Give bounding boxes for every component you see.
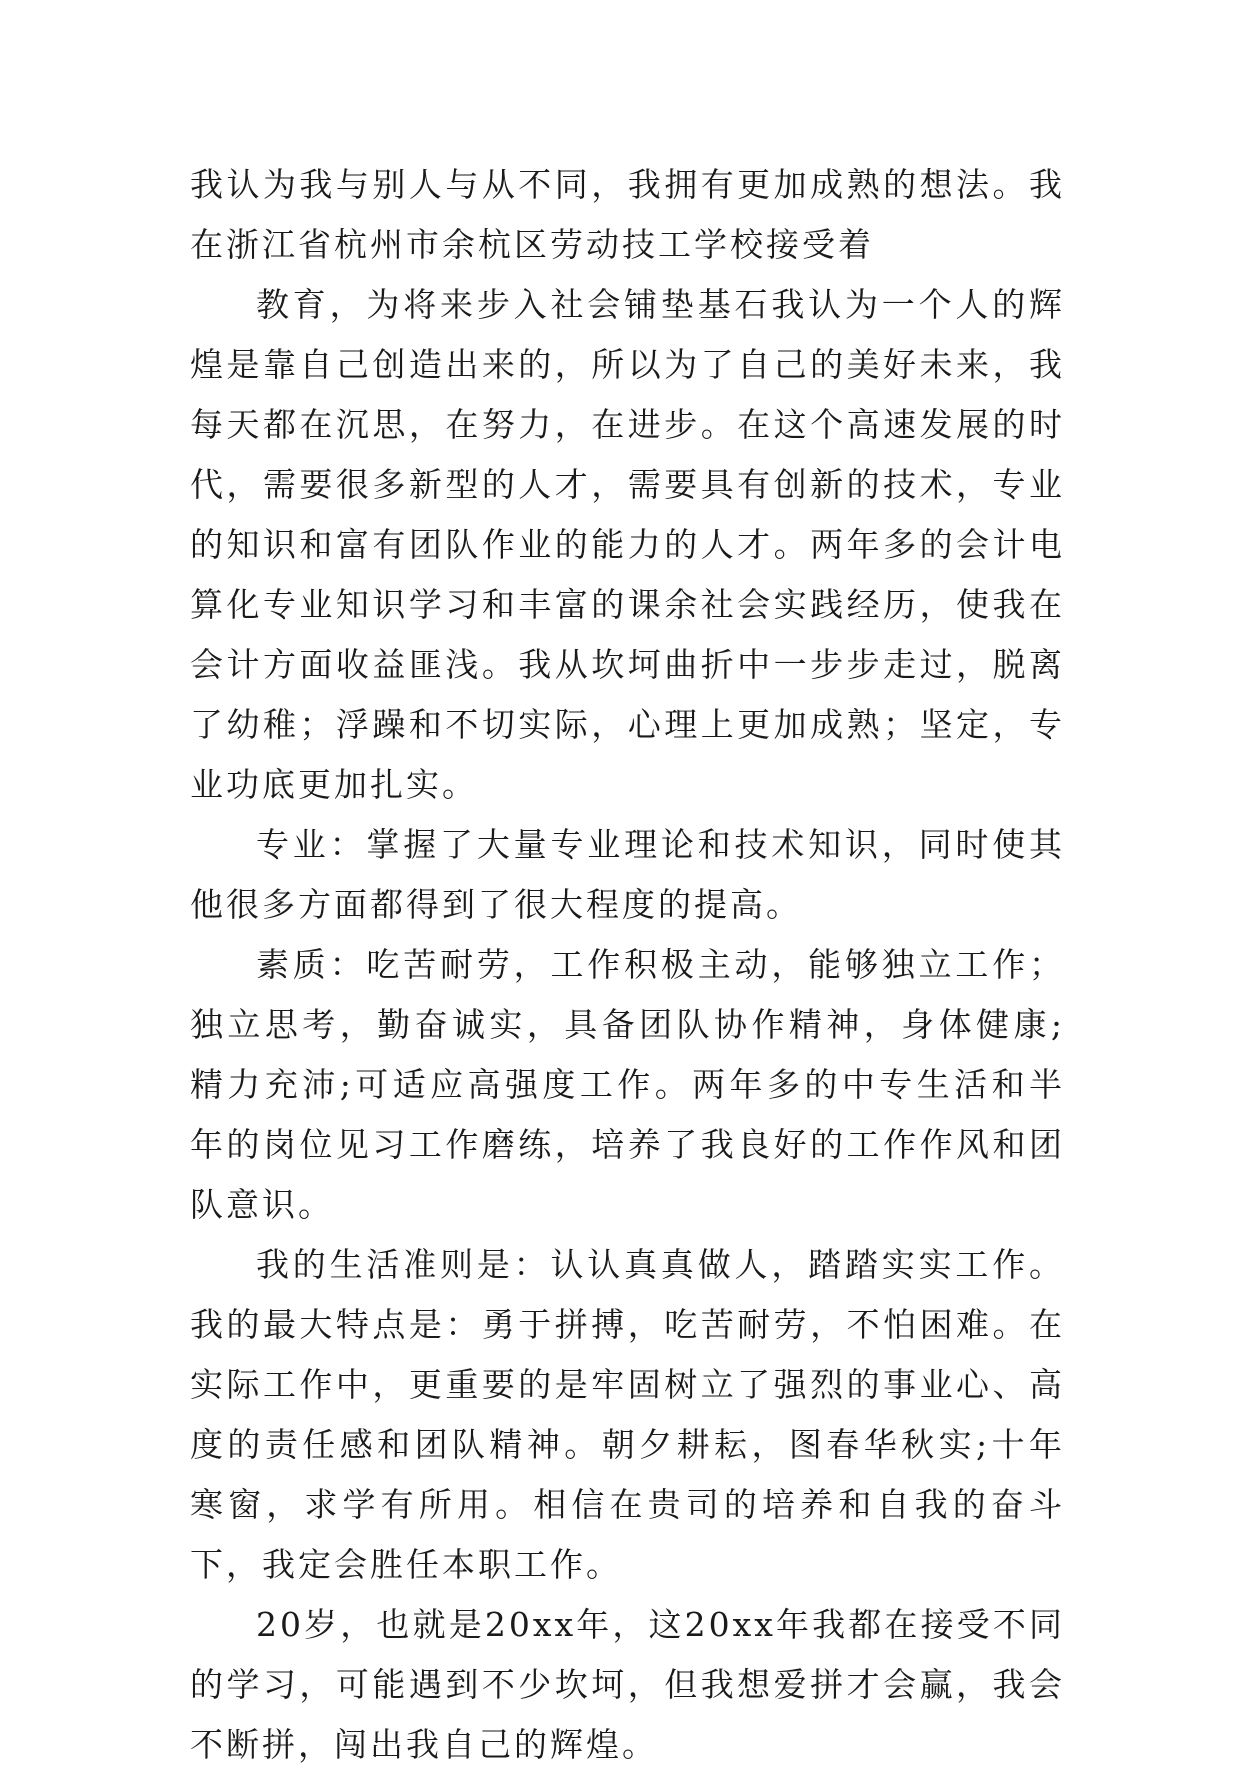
paragraph-5: 我的生活准则是：认认真真做人，踏踏实实工作。我的最大特点是：勇于拼搏，吃苦耐劳，不怕困难。在实际工作中，更重要的是牢固树立了强烈的事业心、高度的责任感和团队精神。朝夕耕耘，图春华秋实;十年寒窗，求学有所用。相信在贵司的培养和自我的奋斗下，我定会胜任本职工作。 — [190, 1245, 1065, 1584]
paragraph-6: 20岁，也就是20xx年，这20xx年我都在接受不同的学习，可能遇到不少坎坷，但我想爱拼才会赢，我会不断拼，闯出我自己的辉煌。 — [190, 1605, 1065, 1764]
paragraph-3: 专业：掌握了大量专业理论和技术知识，同时使其他很多方面都得到了很大程度的提高。 — [190, 825, 1065, 924]
paragraph-2: 教育，为将来步入社会铺垫基石我认为一个人的辉煌是靠自己创造出来的，所以为了自己的美好未来，我每天都在沉思，在努力，在进步。在这个高速发展的时代，需要很多新型的人才，需要具有创新的技术，专业的知识和富有团队作业的能力的人才。两年多的会计电算化专业知识学习和丰富的课余社会实践经历，使我在会计方面收益匪浅。我从坎坷曲折中一步步走过，脱离了幼稚；浮躁和不切实际，心理上更加成熟；坚定，专业功底更加扎实。 — [190, 285, 1065, 804]
document-body — [190, 155, 1065, 1775]
paragraph-1: 我认为我与别人与从不同，我拥有更加成熟的想法。我在浙江省杭州市余杭区劳动技工学校接受着 — [190, 165, 1065, 264]
paragraph-4: 素质：吃苦耐劳，工作积极主动，能够独立工作；独立思考，勤奋诚实，具备团队协作精神，身体健康;精力充沛;可适应高强度工作。两年多的中专生活和半年的岗位见习工作磨练，培养了我良好的工作作风和团队意识。 — [190, 945, 1065, 1224]
